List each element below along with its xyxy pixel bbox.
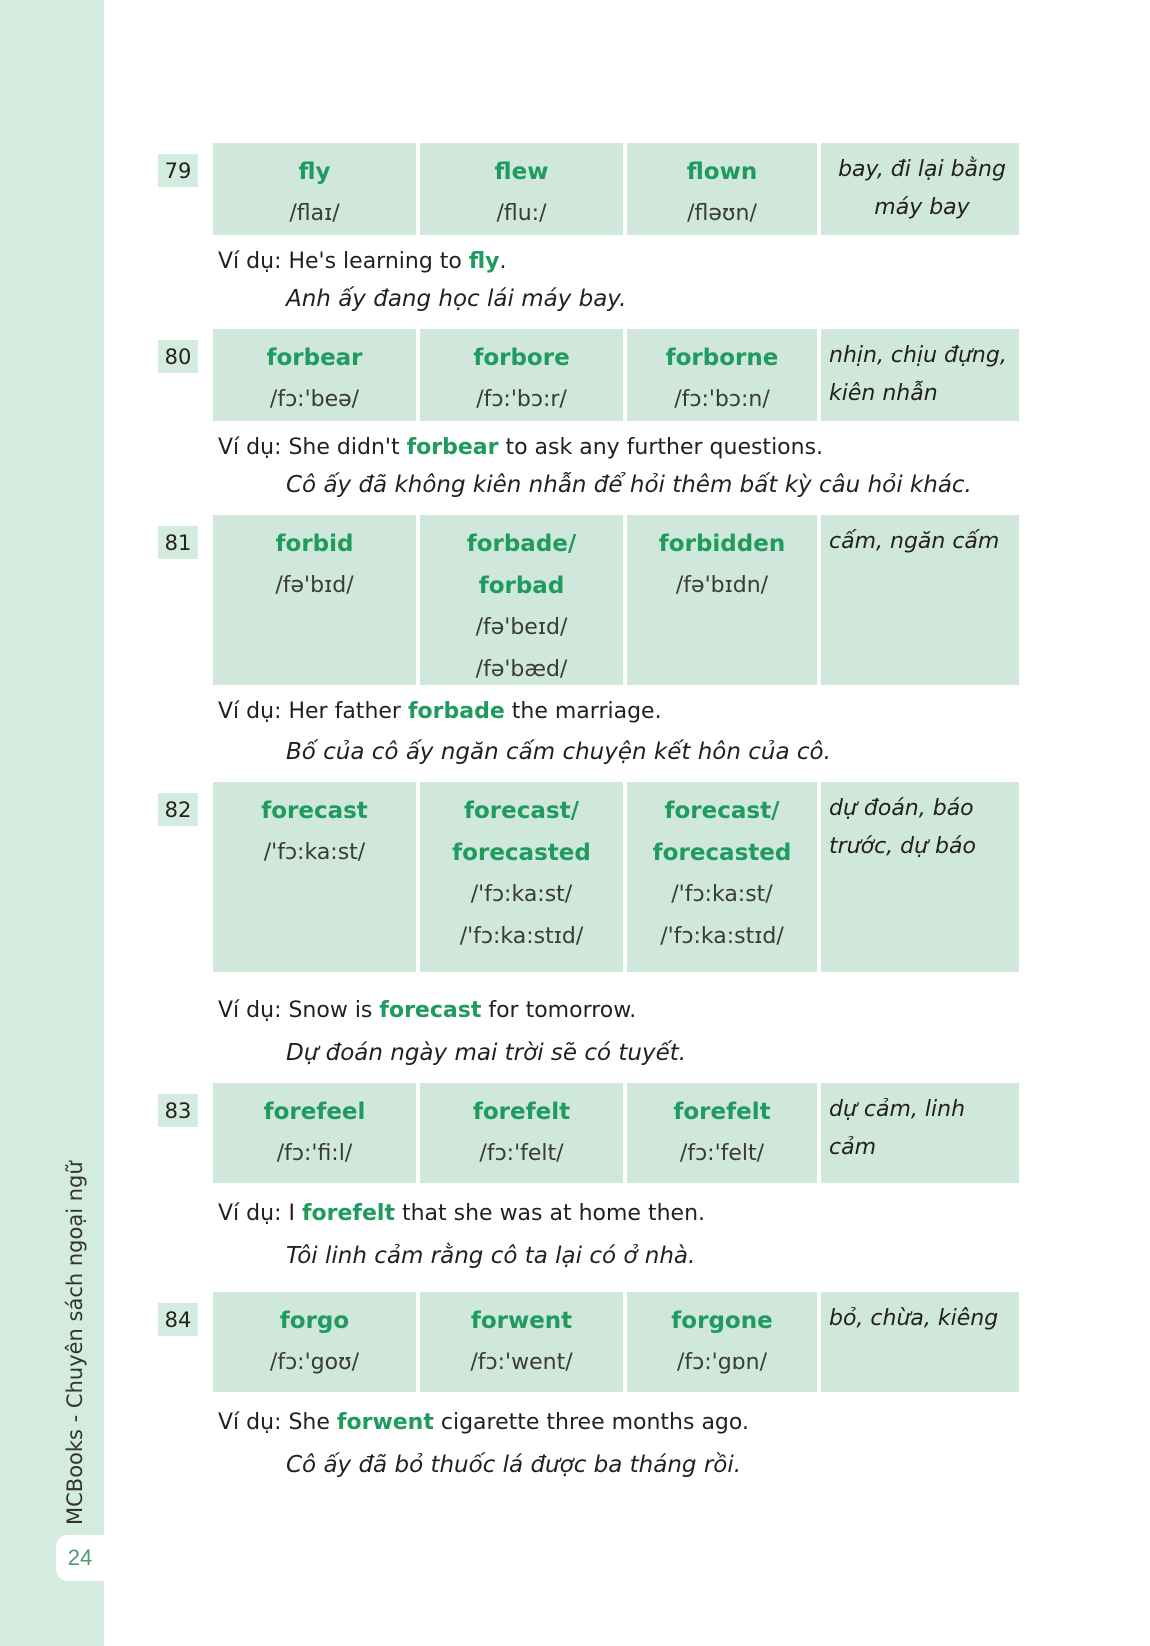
past-participle-form: forbidden	[658, 531, 786, 557]
past-participle-form: forefelt	[673, 1099, 771, 1125]
past-cell	[420, 515, 623, 685]
base-ipa: /'fɔ:ka:st/	[263, 840, 366, 865]
past-participle-cell	[627, 329, 817, 421]
meaning-cell	[821, 1083, 1019, 1183]
base-ipa: /fə'bɪd/	[275, 573, 354, 598]
past-participle-form: forecasted	[652, 840, 792, 866]
past-participle-cell	[627, 143, 817, 235]
meaning-text: nhịn, chịu đựng, kiên nhẫn	[829, 343, 1007, 406]
past-participle-ipa: /fɔ:'gɒn/	[677, 1350, 767, 1375]
past-ipa: /fɔ:'bɔ:r/	[476, 387, 567, 412]
past-cell	[420, 1292, 623, 1392]
base-form: forbear	[266, 345, 363, 371]
example-sentence	[218, 998, 636, 1023]
base-form: forefeel	[263, 1099, 366, 1125]
example-text: Ví dụ: She	[218, 1410, 337, 1435]
past-participle-ipa: /fləʊn/	[687, 201, 757, 226]
example-sentence	[218, 435, 823, 460]
meaning-text: bay, đi lại bằng máy bay	[838, 157, 1006, 220]
entry-number: 82	[158, 793, 198, 826]
example-text: that she was at home then.	[394, 1201, 705, 1226]
past-ipa: /fɔ:'went/	[470, 1350, 573, 1375]
example-sentence	[218, 249, 507, 274]
past-participle-ipa: /fɔ:'felt/	[679, 1141, 765, 1166]
past-participle-cell	[627, 1292, 817, 1392]
example-text: Ví dụ: He's learning to	[218, 249, 469, 274]
past-participle-cell	[627, 782, 817, 972]
verb-forms-row	[213, 1292, 1019, 1392]
base-cell	[213, 143, 416, 235]
example-translation: Cô ấy đã bỏ thuốc lá được ba tháng rồi.	[286, 1452, 742, 1478]
past-ipa: /fə'beɪd/	[475, 615, 568, 640]
example-keyword: forwent	[336, 1410, 434, 1435]
base-form: fly	[298, 159, 331, 185]
base-cell	[213, 329, 416, 421]
base-cell	[213, 515, 416, 685]
meaning-text: dự cảm, linh cảm	[829, 1097, 966, 1160]
past-form: forwent	[470, 1308, 573, 1334]
past-cell	[420, 143, 623, 235]
example-translation: Cô ấy đã không kiên nhẫn để hỏi thêm bất kỳ câu hỏi khác.	[286, 472, 972, 498]
past-form: forbad	[478, 573, 565, 599]
past-participle-form: flown	[686, 159, 758, 185]
past-participle-cell	[627, 515, 817, 685]
past-ipa: /flu:/	[496, 201, 547, 226]
entry-number: 84	[158, 1303, 198, 1336]
example-keyword: forbear	[406, 435, 499, 460]
past-participle-ipa: /fə'bɪdn/	[675, 573, 769, 598]
sidebar-title: MCBooks - Chuyên sách ngoại ngữ	[63, 1161, 87, 1525]
meaning-text: dự đoán, báo trước, dự báo	[829, 796, 976, 859]
base-cell	[213, 782, 416, 972]
base-form: forecast	[261, 798, 368, 824]
entry-number: 83	[158, 1094, 198, 1127]
meaning-cell	[821, 782, 1019, 972]
past-ipa: /'fɔ:ka:stɪd/	[459, 924, 584, 949]
example-text: Ví dụ: Her father	[218, 699, 408, 724]
past-form: forefelt	[472, 1099, 571, 1125]
example-text: the marriage.	[504, 699, 662, 724]
example-text: for tomorrow.	[481, 998, 637, 1023]
entry-number: 79	[158, 154, 198, 187]
past-ipa: /fə'bæd/	[475, 657, 568, 682]
meaning-cell	[821, 515, 1019, 685]
base-ipa: /fɔ:'beə/	[269, 387, 360, 412]
verb-forms-row	[213, 782, 1019, 972]
meaning-cell	[821, 329, 1019, 421]
base-cell	[213, 1292, 416, 1392]
entry-number: 81	[158, 526, 198, 559]
past-form: forbade/	[466, 531, 577, 557]
past-participle-cell	[627, 1083, 817, 1183]
past-participle-ipa: /'fɔ:ka:stɪd/	[660, 924, 784, 949]
past-cell	[420, 329, 623, 421]
past-participle-ipa: /fɔ:'bɔ:n/	[674, 387, 770, 412]
example-sentence	[218, 1201, 705, 1226]
example-text: to ask any further questions.	[498, 435, 824, 460]
base-form: forgo	[279, 1308, 350, 1334]
meaning-cell	[821, 143, 1019, 235]
meaning-text: cấm, ngăn cấm	[829, 529, 1000, 554]
past-participle-form: forecast/	[664, 798, 780, 824]
base-form: forbid	[275, 531, 354, 557]
past-cell	[420, 782, 623, 972]
past-participle-form: forgone	[671, 1308, 773, 1334]
past-form: forbore	[473, 345, 570, 371]
example-text: cigarette three months ago.	[433, 1410, 749, 1435]
example-keyword: forecast	[379, 998, 482, 1023]
past-participle-form: forborne	[665, 345, 779, 371]
example-text: Ví dụ: I	[218, 1201, 302, 1226]
verb-forms-row	[213, 329, 1019, 421]
base-ipa: /fɔ:'fi:l/	[276, 1141, 353, 1166]
example-translation: Anh ấy đang học lái máy bay.	[286, 286, 627, 312]
meaning-cell	[821, 1292, 1019, 1392]
example-text: .	[499, 249, 507, 274]
past-form: forecasted	[452, 840, 591, 866]
example-keyword: fly	[468, 249, 500, 274]
example-translation: Tôi linh cảm rằng cô ta lại có ở nhà.	[286, 1243, 696, 1269]
base-ipa: /fɔ:'goʊ/	[269, 1350, 360, 1375]
past-ipa: /fɔ:'felt/	[479, 1141, 564, 1166]
past-form: forecast/	[464, 798, 579, 824]
past-form: flew	[494, 159, 549, 185]
meaning-text: bỏ, chừa, kiêng	[829, 1306, 999, 1331]
sidebar	[0, 0, 104, 1646]
past-participle-ipa: /'fɔ:ka:st/	[671, 882, 773, 907]
example-keyword: forefelt	[301, 1201, 395, 1226]
past-cell	[420, 1083, 623, 1183]
base-ipa: /flaɪ/	[289, 201, 340, 226]
example-text: Ví dụ: Snow is	[218, 998, 380, 1023]
example-text: Ví dụ: She didn't	[218, 435, 407, 460]
example-translation: Dự đoán ngày mai trời sẽ có tuyết.	[286, 1040, 687, 1066]
example-sentence	[218, 699, 662, 724]
entry-number: 80	[158, 340, 198, 373]
page-number: 24	[56, 1535, 104, 1581]
verb-forms-row	[213, 1083, 1019, 1183]
past-ipa: /'fɔ:ka:st/	[470, 882, 573, 907]
verb-forms-row	[213, 515, 1019, 685]
example-translation: Bố của cô ấy ngăn cấm chuyện kết hôn của cô.	[286, 739, 831, 765]
verb-forms-row	[213, 143, 1019, 235]
example-sentence	[218, 1410, 749, 1435]
example-keyword: forbade	[407, 699, 505, 724]
base-cell	[213, 1083, 416, 1183]
